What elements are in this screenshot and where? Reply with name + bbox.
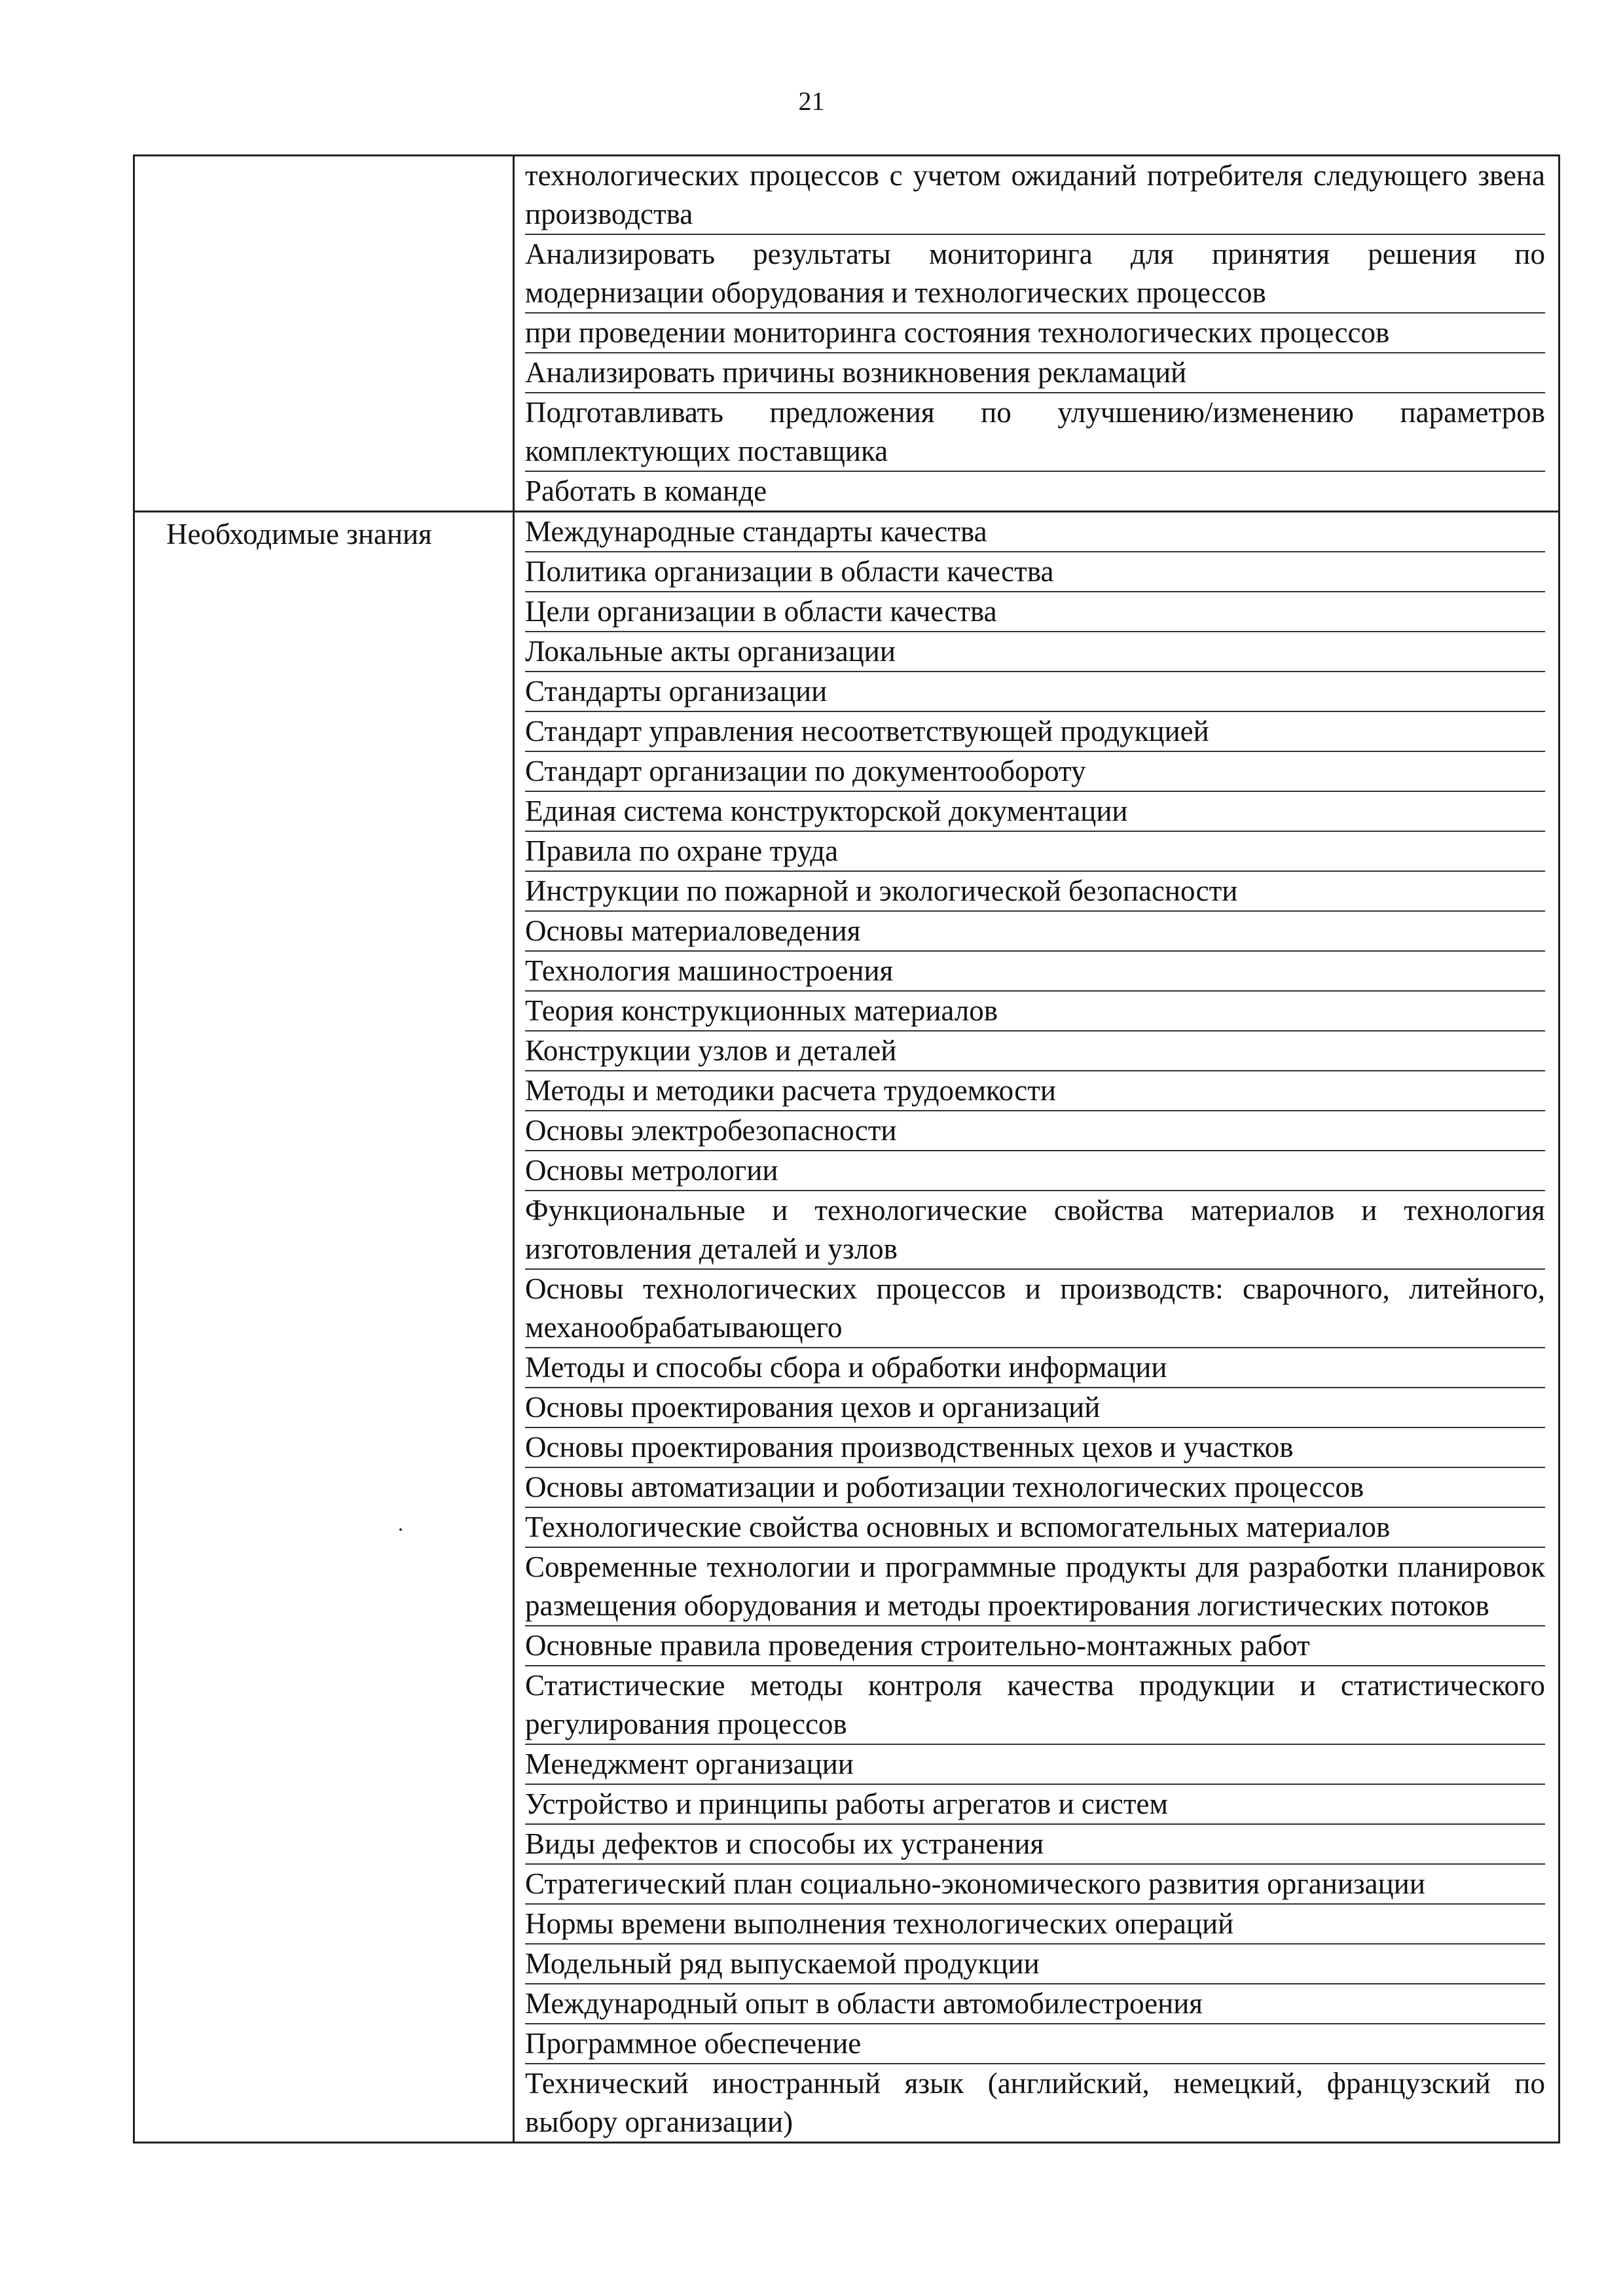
- list-item: Локальные акты организации: [525, 632, 1545, 672]
- list-item: технологических процессов с учетом ожиданий потребителя следующего звена производства: [525, 156, 1545, 235]
- list-item: при проведении мониторинга состояния технологических процессов: [525, 314, 1545, 353]
- list-item: Модельный ряд выпускаемой продукции: [525, 1945, 1545, 1984]
- section-items-cell: [514, 156, 1559, 512]
- section-items-cell: [514, 512, 1559, 2143]
- list-item: Основы метрологии: [525, 1151, 1545, 1191]
- list-item: Современные технологии и программные продукты для разработки планировок размещения оборудования и методы проектирования логистических потоков: [525, 1548, 1545, 1626]
- list-item: Технология машиностроения: [525, 952, 1545, 992]
- list-item: Основы технологических процессов и производств: сварочного, литейного, механообрабатывающего: [525, 1270, 1545, 1348]
- list-item: Стратегический план социально-экономического развития организации: [525, 1865, 1545, 1905]
- requirements-table: [133, 154, 1560, 2144]
- list-item: Виды дефектов и способы их устранения: [525, 1825, 1545, 1865]
- list-item: Основы проектирования цехов и организаций: [525, 1388, 1545, 1428]
- list-item: Статистические методы контроля качества продукции и статистического регулирования процессов: [525, 1666, 1545, 1745]
- list-item: Политика организации в области качества: [525, 552, 1545, 592]
- list-item: Анализировать результаты мониторинга для принятия решения по модернизации оборудования и технологических процессов: [525, 235, 1545, 314]
- list-item: Международные стандарты качества: [525, 512, 1545, 552]
- list-item: Международный опыт в области автомобилестроения: [525, 1984, 1545, 2024]
- list-item: Нормы времени выполнения технологических операций: [525, 1905, 1545, 1945]
- list-item: Конструкции узлов и деталей: [525, 1031, 1545, 1071]
- list-item: Технический иностранный язык (английский, немецкий, французский по выбору организации): [525, 2067, 1545, 2138]
- list-item: Стандарт организации по документообороту: [525, 752, 1545, 792]
- list-item: Единая система конструкторской документации: [525, 792, 1545, 832]
- list-item: Методы и методики расчета трудоемкости: [525, 1071, 1545, 1111]
- list-item: Теория конструкционных материалов: [525, 992, 1545, 1031]
- list-item: Функциональные и технологические свойства материалов и технология изготовления деталей и узлов: [525, 1191, 1545, 1270]
- list-item: Основы материаловедения: [525, 912, 1545, 952]
- page-number: 21: [798, 86, 825, 116]
- skills-list: [525, 156, 1545, 511]
- knowledge-list: [525, 512, 1545, 2142]
- list-item: Анализировать причины возникновения рекламаций: [525, 353, 1545, 393]
- list-item: Устройство и принципы работы агрегатов и систем: [525, 1785, 1545, 1825]
- list-item: Методы и способы сбора и обработки информации: [525, 1348, 1545, 1388]
- table-row: [134, 512, 1559, 2143]
- list-item: Основы электробезопасности: [525, 1111, 1545, 1151]
- section-label: Необходимые знания: [134, 512, 514, 2143]
- scan-speck: [399, 1528, 402, 1531]
- section-label: [134, 156, 514, 512]
- list-item: Инструкции по пожарной и экологической безопасности: [525, 872, 1545, 912]
- list-item: Основы автоматизации и роботизации технологических процессов: [525, 1468, 1545, 1508]
- list-item: Подготавливать предложения по улучшению/изменению параметров комплектующих поставщика: [525, 393, 1545, 472]
- list-item: Технологические свойства основных и вспомогательных материалов: [525, 1508, 1545, 1548]
- list-item: Работать в команде: [525, 475, 767, 507]
- table-row: [134, 156, 1559, 512]
- list-item: Программное обеспечение: [525, 2024, 1545, 2064]
- list-item: Основные правила проведения строительно-монтажных работ: [525, 1626, 1545, 1666]
- list-item: Менеджмент организации: [525, 1745, 1545, 1785]
- list-item: Цели организации в области качества: [525, 592, 1545, 632]
- list-item: Стандарты организации: [525, 672, 1545, 712]
- list-item: Основы проектирования производственных цехов и участков: [525, 1428, 1545, 1468]
- list-item: Правила по охране труда: [525, 832, 1545, 872]
- list-item: Стандарт управления несоответствующей продукцией: [525, 712, 1545, 752]
